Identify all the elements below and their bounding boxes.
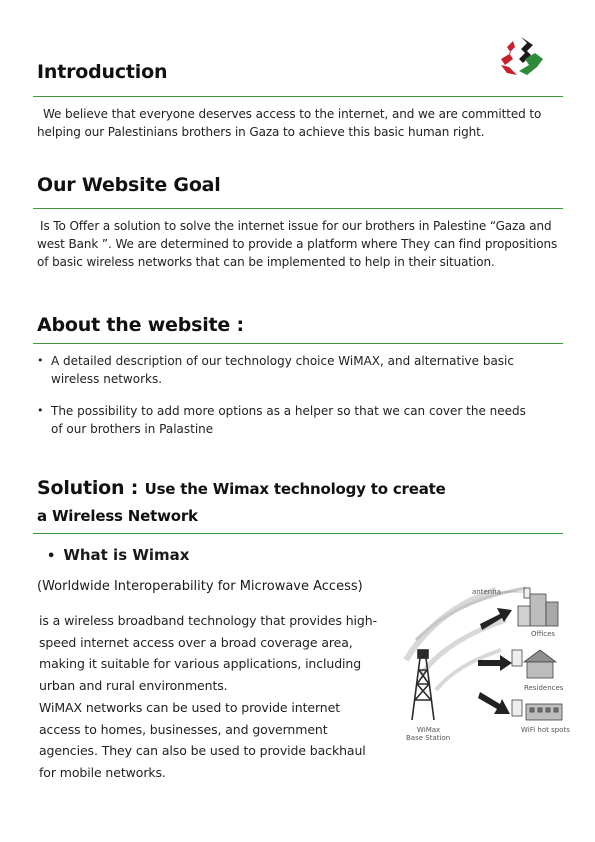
antenna-label: antenna: [472, 588, 501, 596]
wimax-subheading: [47, 546, 189, 564]
goal-divider: [33, 208, 563, 209]
wimax-diagram: [396, 580, 571, 750]
solution-heading: [37, 475, 446, 529]
palestine-logo-icon: [497, 37, 545, 79]
base-label-line1: WiMax: [417, 726, 441, 734]
about-divider: [33, 343, 563, 344]
bullet-icon: •: [37, 404, 44, 417]
wimax-para-2: WiMAX networks can be used to provide internet access to homes, businesses, and government agencies. They can also be used to provide backhaul for mobile networks.: [39, 700, 366, 780]
office-building-icon: [518, 588, 558, 626]
wimax-para-1: is a wireless broadband technology that provides high-speed internet access over a broad coverage area, making it suitable for various applications, including urban and rural environments.: [39, 613, 378, 693]
intro-divider: [33, 96, 563, 97]
about-heading: About the website :: [37, 314, 244, 336]
about-item-2-text: The possibility to add more options as a helper so that we can cover the needs of our brothers in Palastine: [51, 404, 526, 436]
intro-heading: Introduction: [37, 61, 168, 83]
wimax-acronym: (Worldwide Interoperability for Microwave Access): [37, 579, 363, 594]
solution-divider: [33, 533, 563, 534]
solution-heading-prefix: Solution :: [37, 477, 139, 499]
offices-label: Offices: [531, 630, 556, 638]
bullet-icon: •: [37, 354, 44, 367]
residences-label: Residences: [524, 684, 564, 692]
about-item-1-text: A detailed description of our technology choice WiMAX, and alternative basic wireless networks.: [51, 354, 514, 386]
goal-text: Is To Offer a solution to solve the internet issue for our brothers in Palestine “Gaza and west Bank ”. We are determined to provide a platform where They can find propositions of basic wireless networks that can be implemented to help in their situation.: [37, 219, 558, 269]
base-label-line2: Base Station: [406, 734, 451, 742]
wifi-hotspot-icon: [512, 700, 562, 720]
solution-heading-line2: a Wireless Network: [37, 507, 198, 525]
wifi-label: WiFi hot spots: [521, 726, 570, 734]
goal-heading: Our Website Goal: [37, 174, 221, 196]
wimax-subheading-text: What is Wimax: [63, 546, 190, 564]
bullet-icon: •: [47, 549, 56, 564]
house-icon: [512, 650, 556, 678]
solution-heading-line1: Use the Wimax technology to create: [144, 480, 446, 498]
intro-text: We believe that everyone deserves access to the internet, and we are committed to helping our Palestinians brothers in Gaza to achieve this basic human right.: [37, 107, 542, 139]
